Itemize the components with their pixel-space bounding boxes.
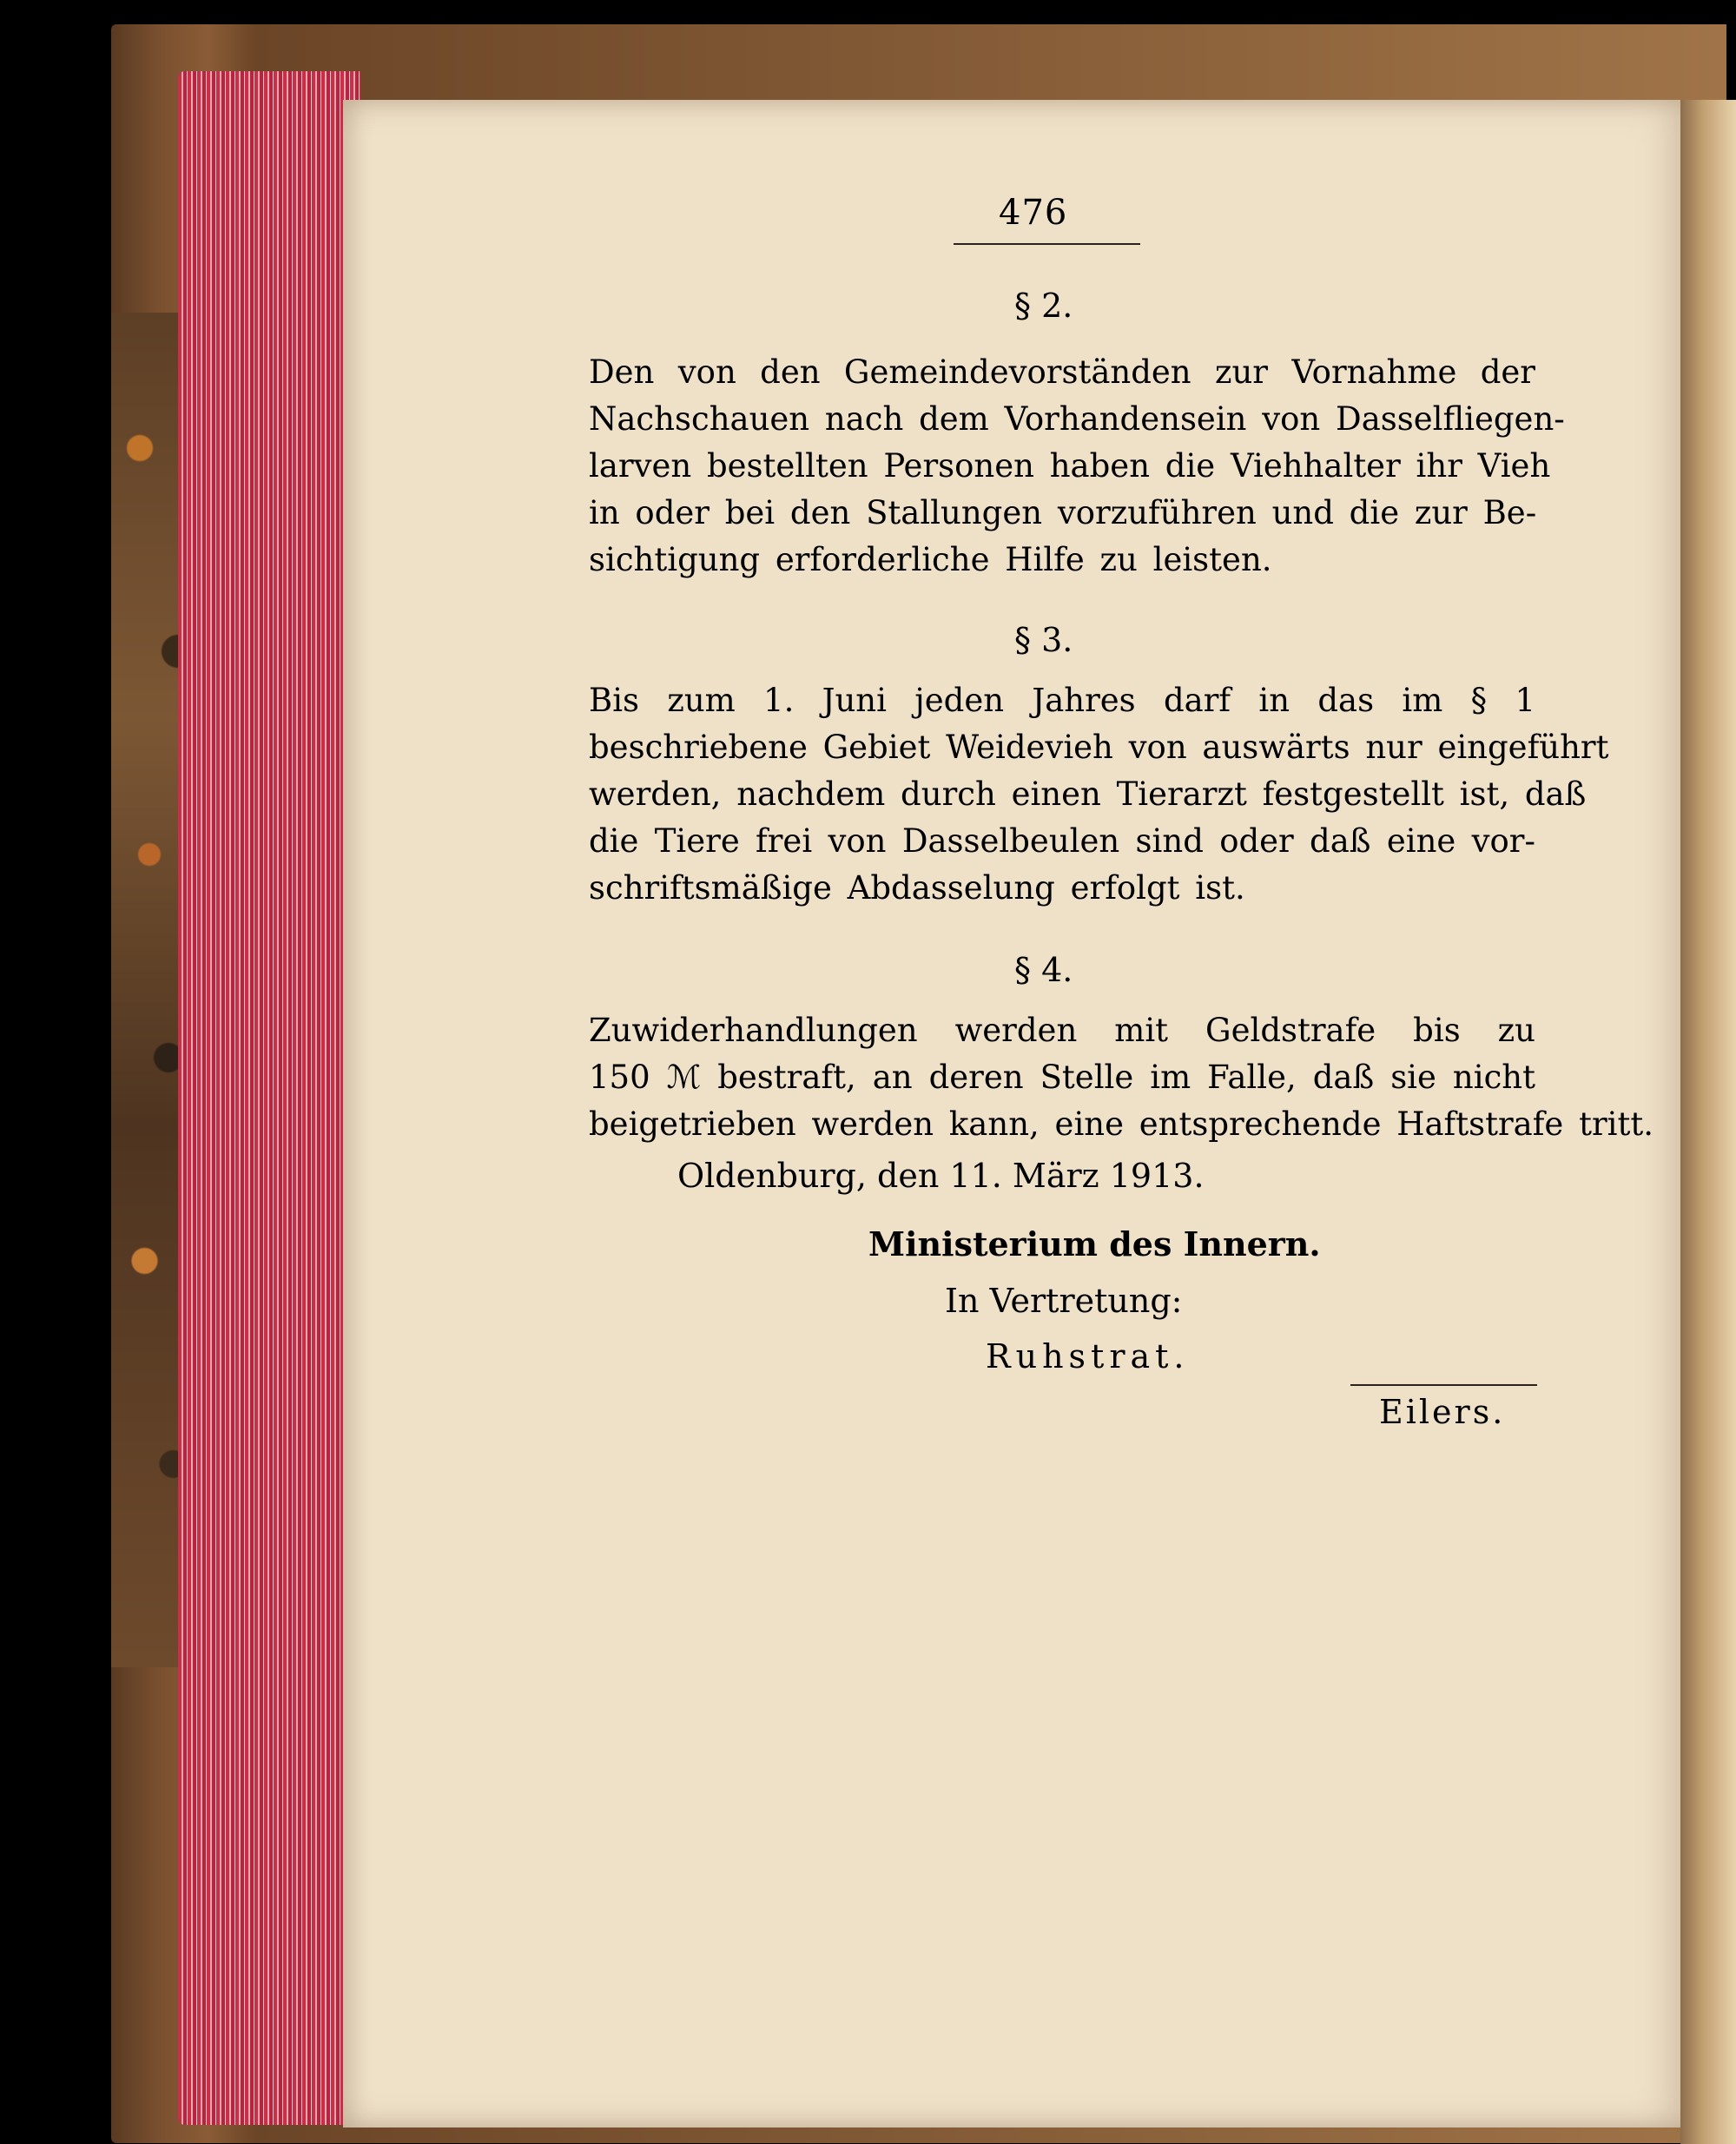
paragraph-line: sichtigung erforderliche Hilfe zu leisten. — [589, 541, 1272, 578]
paragraph-line: schriftsmäßige Abdasselung erfolgt ist. — [589, 869, 1245, 907]
paragraph-line: 150 ℳ bestraft, an deren Stelle im Falle, daß sie nicht — [589, 1059, 1535, 1096]
paragraph-line: beigetrieben werden kann, eine entsprechende Haftstrafe tritt. — [589, 1105, 1653, 1143]
cosignatory-name: Eilers. — [1379, 1393, 1506, 1431]
section-4-title: § 4. — [1014, 951, 1073, 989]
gutter-shadow — [1680, 100, 1736, 2144]
section-3-paragraph — [589, 677, 1609, 912]
paragraph-line: Zuwiderhandlungen werden mit Geldstrafe bis zu — [589, 1012, 1535, 1049]
paragraph-line: Nachschauen nach dem Vorhandensein von Dasselfliegen- — [589, 400, 1565, 438]
signature-rule — [1350, 1384, 1537, 1386]
section-2-paragraph — [589, 349, 1565, 584]
paragraph-line: Bis zum 1. Juni jeden Jahres darf in das im § 1 — [589, 682, 1535, 719]
deputy-line: In Vertretung: — [945, 1282, 1183, 1320]
section-3-title: § 3. — [1014, 621, 1073, 659]
paragraph-line: in oder bei den Stallungen vorzuführen und die zur Be- — [589, 494, 1537, 531]
page-block-edges — [178, 71, 360, 2125]
page-number: 476 — [999, 193, 1068, 233]
paragraph-line: werden, nachdem durch einen Tierarzt festgestellt ist, daß — [589, 775, 1587, 813]
paragraph-line: Den von den Gemeindevorständen zur Vornahme der — [589, 353, 1535, 391]
date-line: Oldenburg, den 11. März 1913. — [677, 1157, 1205, 1195]
paragraph-line: die Tiere frei von Dasselbeulen sind oder daß eine vor- — [589, 822, 1535, 860]
ministry-name: Ministerium des Innern. — [868, 1224, 1321, 1263]
signatory-name: Ruhstrat. — [986, 1337, 1190, 1375]
section-4-paragraph — [589, 1007, 1653, 1148]
header-rule — [954, 243, 1140, 245]
paragraph-line: larven bestellten Personen haben die Viehhalter ihr Vieh — [589, 447, 1551, 485]
paragraph-line: beschriebene Gebiet Weidevieh von auswärts nur eingeführt — [589, 729, 1609, 766]
section-2-title: § 2. — [1014, 287, 1073, 325]
